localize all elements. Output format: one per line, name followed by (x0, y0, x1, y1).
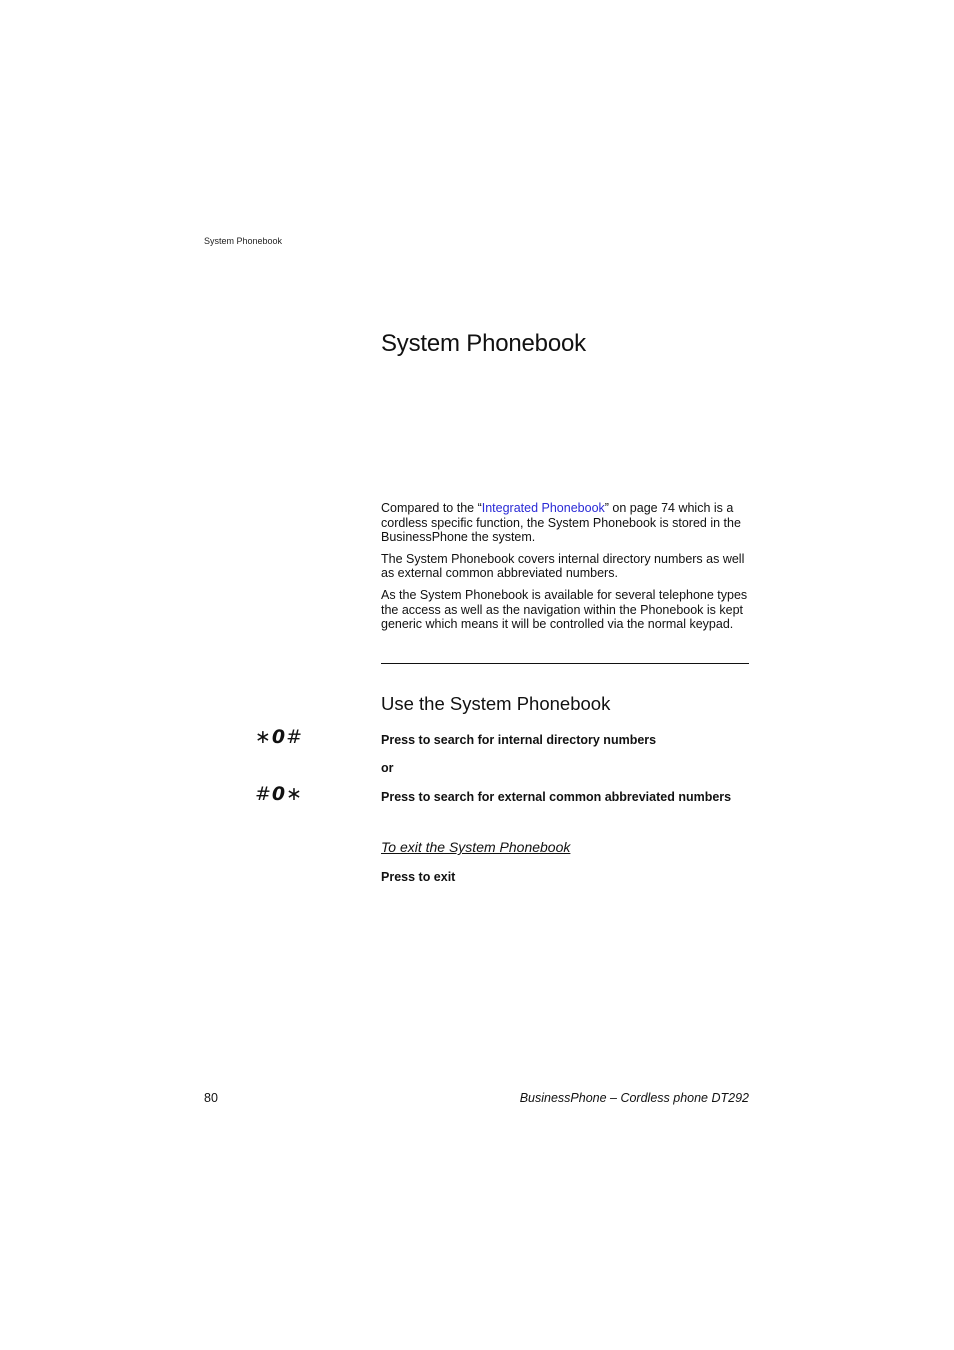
instruction-exit: Press to exit (381, 870, 456, 884)
footer-document-title: BusinessPhone – Cordless phone DT292 (519, 1091, 749, 1105)
instruction-internal: Press to search for internal directory numbers (381, 733, 657, 747)
star-key-icon: ∗ (286, 783, 304, 805)
intro-p1-before: Compared to the “ (381, 501, 482, 515)
intro-paragraph-1 (381, 501, 751, 545)
exit-subtitle: To exit the System Phonebook (381, 839, 571, 855)
intro-paragraph-3: As the System Phonebook is available for several telephone types the access as well as the navigation within the Phonebook is kept generic which means it will be controlled via the normal keypad. (381, 587, 748, 632)
zero-key: 0 (271, 783, 287, 805)
integrated-phonebook-link[interactable]: Integrated Phonebook (481, 501, 605, 515)
instruction-external: Press to search for external common abbreviated numbers (381, 790, 732, 804)
hash-key-icon: # (255, 783, 272, 805)
or-label: or (381, 761, 394, 775)
hash-key-icon: # (286, 726, 304, 748)
zero-key: 0 (271, 726, 287, 748)
page-title: System Phonebook (381, 330, 586, 357)
key-sequence-external (255, 783, 303, 805)
running-header: System Phonebook (204, 236, 283, 246)
section-title: Use the System Phonebook (381, 693, 611, 714)
page-number: 80 (204, 1091, 218, 1105)
section-divider (381, 663, 749, 664)
star-key-icon: ∗ (255, 726, 272, 748)
key-sequence-internal (255, 726, 303, 748)
intro-p1-after: ” on page 74 which is a cordless specific function, the System Phonebook is stored in the BusinessPhone the system. (381, 501, 741, 545)
intro-text (381, 501, 751, 639)
intro-paragraph-2: The System Phonebook covers internal directory numbers as well as external common abbreviated numbers. (381, 551, 745, 581)
